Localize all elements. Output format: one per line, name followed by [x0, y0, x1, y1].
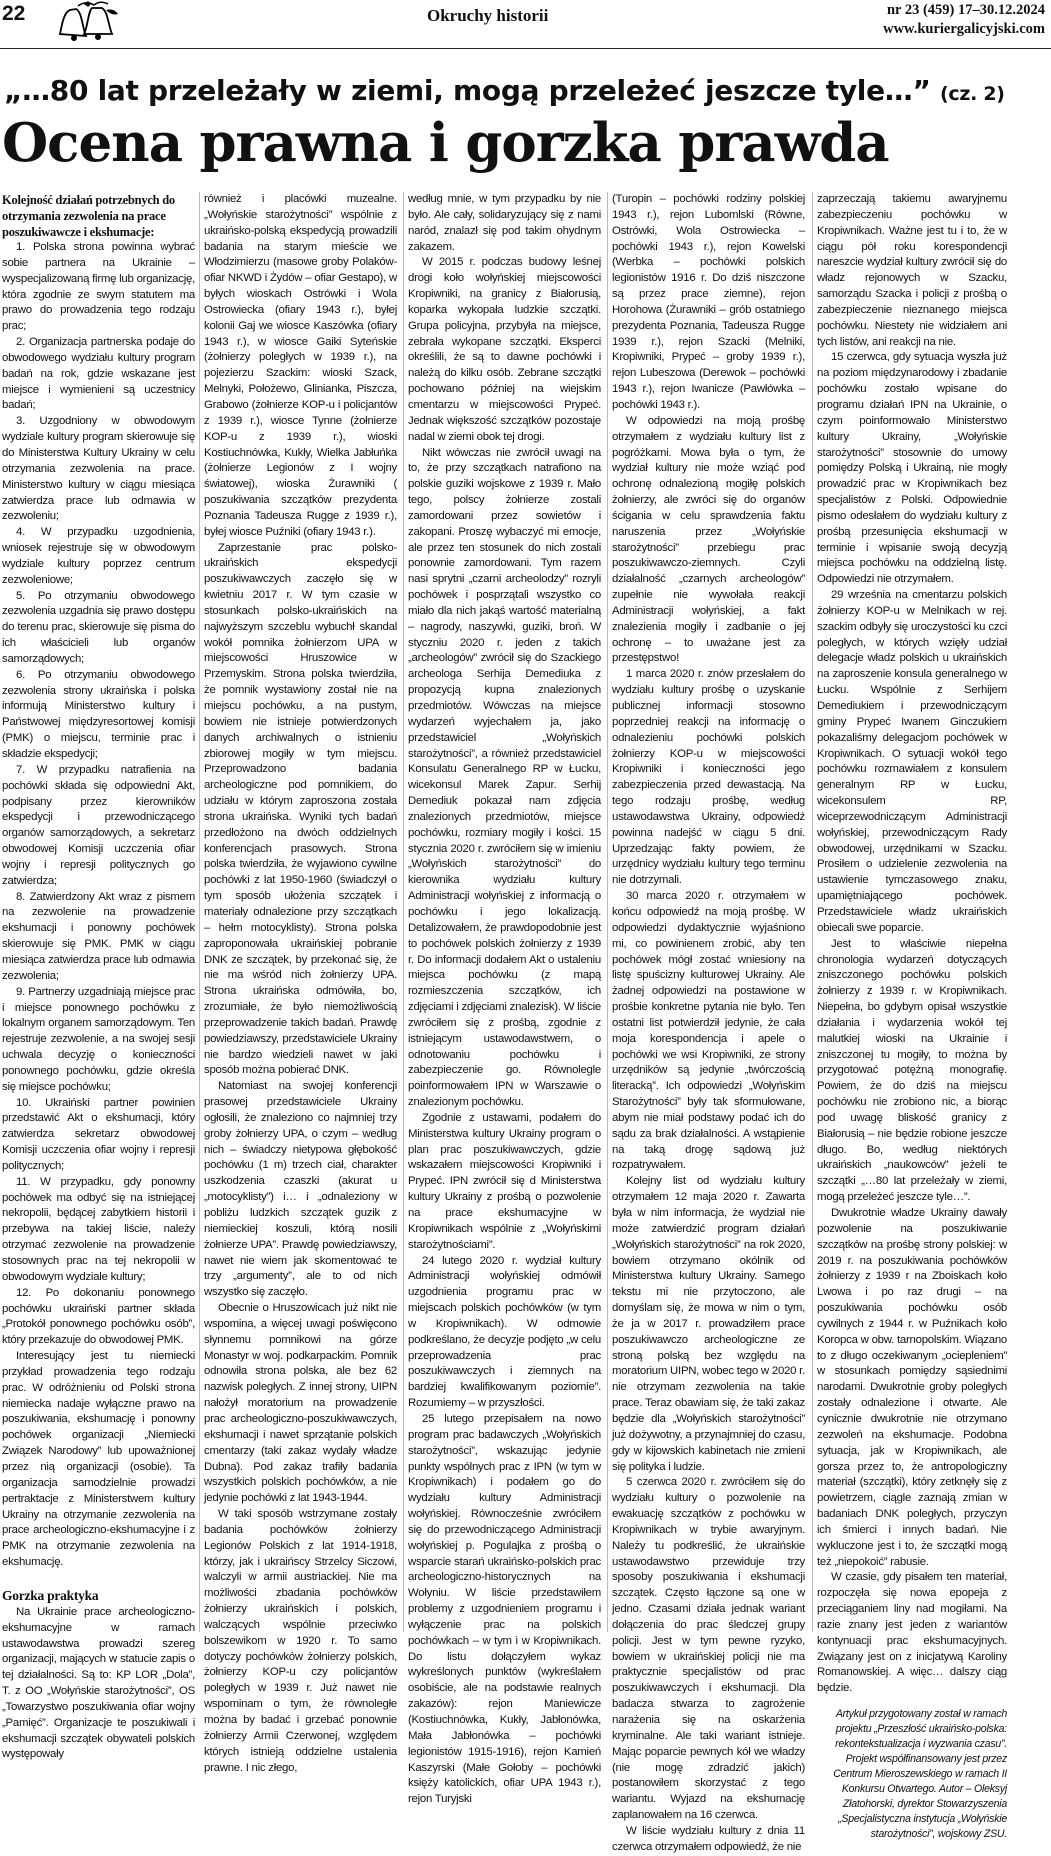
paragraph: W liście wydziału kultury z dnia 11 czerwca otrzymałem odpowiedź, że nie — [612, 1824, 805, 1853]
paragraph: 25 lutego przepisałem na nowo program prac badawczych „Wołyńskich starożytności”, wskazując jedynie punkty wspólnych prac z IPN (w tym w Kropiwnikach) i podałem go do wydziału kultury Administracji wołyńskiej. Równocześnie zwróciłem się do przewodniczącego Administracji wołyńskiej p. Pogulajka z prośbą o wsparcie starań ukraińsko-polskich prac archeologiczno-historycznych na Wołyniu. W liście przedstawiłem problemy z uzgodnieniem programu i wyłączenie prac na polskich pochówkach – w tym i w Kropiwnikach. Do listu dołączyłem wykaz wykreślonych punktów (wykreślałem osobiście, ale na podstawie realnych zakazów): rejon Maniewicze (Kostiuchnówka, Kukły, Jabłonówka, Mała Jabłonówka – pochówki legionistów 1915-1916), rejon Kamień Kaszyrski (Małe Gołoby – pochówki księży katolickich, ofiar UPA 1943 r.), rejon Turyjski — [408, 1412, 601, 1806]
paragraph: Interesujący jest tu niemiecki przykład prowadzenia tego rodzaju prac. W odróżnieniu od Polski strona niemiecka nadaje wyłączne prawo na poszukiwania, ekshumację i ponowny pochówek organizacji „Niemiecki Związek Narodowy” lub upoważnionej przez nią organizacji (osobie). Ta organizacja samodzielnie prowadzi pertraktacje z Ministerstwem kultury Ukrainy na otrzymanie zezwolenia na prace archeologiczno-ekshumacyjne i z PMK na otrzymanie zezwolenia na ekshumację. — [2, 1350, 195, 1569]
paragraph: Dwukrotnie władze Ukrainy dawały pozwolenie na poszukiwanie szczątków na prośbę strony polskiej: w 2019 r. na poszukiwania pochówków żołnierzy z 1939 r na Zboiskach koło Lwowa i po raz drugi – na poszukiwania pochówku osób cywilnych z 1944 r. w Puźnikach koło Koropca w obw. tarnopolskim. Wiązano to z długo oczekiwanym „ociepleniem” w stosunkach pomiędzy sąsiednimi narodami. Dwukrotnie groby poległych zostały odnalezione i otwarte. Ale cynicznie dwukrotnie nie otrzymano zezwoleń na ekshumacje. Podobna sytuacja, jak w Kropiwnikach, ale gorsza przez to, że antropologiczny materiał (szczątki), który zetknęły się z powietrzem, ciągle zaznają zmian w badaniach DNK poległych, przyczyn ich śmierci i innych badań. Nie wykluczone jest i to, że szczątki mogą też „niepokoić” rabusie. — [817, 1207, 1007, 1568]
paragraph: W 2015 r. podczas budowy leśnej drogi koło wołyńskiej miejscowości Kropiwniki, na granicy z Białorusią, koparka wykopała ludzkie szczątki. Grupa policyjna, przybyła na miejsce, zebrała wykopane szczątki. Eksperci określili, że są to dawne pochówki i należą do kilku osób. Zebrane szczątki pochowano później na wiejskim cmentarzu w miejscowości Prypeć. Jednak większość szczątków pozostaje nadal w ziemi obok tej drogi. — [408, 256, 601, 443]
paragraph: 24 lutego 2020 r. wydział kultury Administracji wołyńskiej odmówił uzgodnienia programu prac w miejscach polskich pochówków (w tym w Kropiwnikach). W odmowie podkreślano, że decyzje podjęto „w celu przeprowadzenia prac poszukiwawczych i ziemnych na bardziej kwalifikowanym poziomie”. Rozumiemy – w przyszłości. — [408, 1254, 601, 1410]
christmas-bells-icon — [56, 0, 126, 49]
paragraph: W taki sposób wstrzymane zostały badania pochówków żołnierzy Legionów Polskich z lat 1914-1918, którzy, jak i ukraińscy Strzelcy Siczowi, walczyli w armii austriackiej. Nie ma możliwości zbadania pochówków żołnierzy ukraińskich i polskich, walczących wspólnie przeciwko bolszewikom w 1920 r. To samo dotyczy pochówków żołnierzy polskich, żołnierzy KOP-u czy policjantów poległych w 1939 r. Już nawet nie wspominam o tym, że równoległe można by badać i grzebać ponownie żołnierzy Armii Czerwonej, względem których istnieją oddzielne ustalenia prawne. I nic złego, — [204, 1508, 397, 1774]
paragraph: Obecnie o Hruszowicach już nikt nie wspomina, a więcej uwagi poświęcono słynnemu pomnikowi na górze Monastyr w woj. podkarpackim. Pomnik odnowiła strona polska, ale bez 62 nazwisk poległych. Z innej strony, UIPN nałożył moratorium na prowadzenie prac archeologiczno-poszukiwawczych, ekshumacji i nawet sprzątanie polskich cmentarzy (taki zakaz wydały władze Dubna). Pod zakaz trafiły badania wszystkich polskich pochówków, a nie jedynie pochówki z lat 1943-1944. — [204, 1302, 397, 1505]
paragraph: 2. Organizacja partnerska podaje do obwodowego wydziału kultury program badań na rok, gdzie wskazane jest miejsce i wymienieni są uczestnicy badań; — [2, 336, 195, 412]
paragraph: 29 września na cmentarzu polskich żołnierzy KOP-u w Melnikach w rej. szackim odbyły się uroczystości ku czci poległych, w których wzięły udział delegacje władz polskich u ukraińskich na zaproszenie konsula generalnego w Łucku. Wspólnie z Serhijem Demediukiem i przewodniczącym gminy Prypeć Iwanem Ginczukiem pokazaliśmy delegacjom pochówek w Kropiwnikach. O sytuacji wokół tego pochówku rozmawiałem z konsulem generalnym RP w Łucku, wicekonsulem RP, wiceprzewodniczącym Administracji wołyńskiej, przewodniczącym Rady obwodowej, urzędnikami w Szacku. Prosiłem o udzielenie zezwolenia na ustawienie tymczasowego znaku, upamiętniającego pochówek. Przedstawiciele władz ukraińskich obiecali swe poparcie. — [817, 589, 1007, 934]
article-column-4 — [612, 192, 805, 1853]
subheading: Kolejność działań potrzebnych do otrzymania zezwolenia na prace poszukiwawcze i ekshumacje: — [2, 193, 175, 239]
paragraph: również i placówki muzealne. „Wołyńskie starożytności” wspólnie z ukraińsko-polską ekspedycją prowadzili badania na starym mieście we Włodzimierzu (masowe groby Polaków-ofiar NKWD i Żydów – ofiar Gestapo), w byłych wioskach Ostrówki i Wola Ostrowiecka (ofiary 1943 r.), byłej kolonii Gaj we wiosce Kaszówka (ofiary 1943 r.), w wiosce Gaiki Syteńskie (żołnierzy poległych w 1939 r.), na pojezierzu Szackim: wioski Szack, Melnyki, Położewo, Glinianka, Piszcza, Grabowo (żołnierze KOP-u i policjantów z 1939 r.), wiosce Tynne (żołnierze KOP-u z 1939 r.), wioski Kostiuchnówka, Kukły, Wielka Jabłuńka (żołnierze Legionów z I wojny światowej), wioska Żurawniki ( poszukiwania szczątków prezydenta Poznania Tadeusza Rugge z 1939 r.), byłej wiosce Puźniki (ofiary 1943 r.). — [204, 193, 397, 538]
section-title: Okruchy historii — [427, 6, 549, 25]
paragraph: 4. W przypadku uzgodnienia, wniosek rejestruje się w obwodowym wydziale kultury poprzez centrum zezwoleniowe; — [2, 526, 195, 586]
paragraph: Zaprzestanie prac polsko-ukraińskich ekspedycji poszukiwawczych zaczęło się w kwietniu 2017 r. W tym czasie w stosunkach polsko-ukraińskich na najwyższym szczeblu wybuchł skandal wokół pomnika żołnierzom UPA w miejscowości Hruszowice w Przemyskim. Strona polska twierdziła, że pomnik wystawiony został nie na miejscu pochówku, a na pustym, bowiem nie istnieje potwierdzonych danych archiwalnych o istnieniu zbiorowej mogiły w tym miejscu. Przeprowadzono badania archeologiczne pod pomnikiem, do udziału w którym zaproszona została strona ukraińska. Wyniki tych badań przedłożono na dwóch oddzielnych konferencjach prasowych. Strona polska twierdziła, że wyjawiono cywilne pochówki z lat 1950-1960 (świadczył o tym sposób ułożenia szczątek i materiały odnalezione przy szczątkach – hełm motocyklisty). Strona polska zaproponowała ukraińskiej pobranie DNK ze szczątek, by przekonać się, że nie ma wśród nich żołnierzy UPA. Strona ukraińska odmówiła, bo, zrozumiałe, że było niemożliwością przeprowadzenie takich badań. Prawdę powiedziawszy, przedstawiciele Ukrainy nie bardzo wiedzieli nawet w jaki sposób można pobierać DNK. — [204, 541, 397, 1077]
paragraph: W odpowiedzi na moją prośbę otrzymałem z wydziału kultury list z pogróżkami. Mowa była o tym, że wydział kultury nie może wziąć pod ochronę odnalezioną mogiłę polskich żołnierzy, ale zwróci się do organów ścigania w celu sprawdzenia faktu naruszenia przez „Wołyńskie starożytności” przebiegu prac poszukiwawczo-ziemnych. Czyli działalność „czarnych archeologów” zupełnie nie wywołała reakcji Administracji wołyńskiej, a fakt znalezienia mogiły i zadbanie o jej ochronę – to uważane jest za przestępstwo! — [612, 414, 805, 665]
article-column-1 — [2, 192, 195, 1761]
article-column-2 — [204, 192, 397, 1774]
paragraph: 9. Partnerzy uzgadniają miejsce prac i miejsce ponownego pochówku z lokalnym organem samorządowym. Ten rejestruje zezwolenie, a na swojej sesji uchwala decyzję o konieczności ponownego pochówku, gdzie określa się miejsce pochówku; — [2, 985, 195, 1093]
paragraph: Zgodnie z ustawami, podałem do Ministerstwa kultury Ukrainy program o plan prac poszukiwawczych, gdzie wskazałem miejscowości Kropiwniki i Prypeć. IPN zwrócił się d Ministerstwa kultury Ukrainy z prośbą o pozwolenie na prace ekshumacyjne w Kropiwnikach wspólnie z „Wołyńskimi starożytnościami”. — [408, 1111, 601, 1251]
kicker-part: (cz. 2) — [940, 83, 1005, 105]
paragraph: 5 czerwca 2020 r. zwróciłem się do wydziału kultury o pozwolenie na ewakuację szczątków z pochówku w Kropiwnikach w trybie awaryjnym. Należy tu podkreślić, że ukraińskie ustawodawstwo przewiduje trzy sposoby poszukiwania i ekshumacji szczątek. Często łączone są one w jedno. Czasami działa jednak wariant dołączenia do prac śledczej grupy policji. Jest w tym pewne ryzyko, bowiem w ukraińskiej policji nie ma praktycznie specjalistów od prac poszukiwawczych i ekshumacji. Dla badacza stwarza to zagrożenie narażenia się na oskarżenia kryminalne. Ale taki wariant istnieje. Mając poparcie pewnych kół we władzy (nie mogę zdradzić jakich) postanowiłem skorzystać z tego wariantu. Wyjazd na ekshumację zaplanowałem na 16 czerwca. — [612, 1476, 805, 1822]
paragraph: 5. Po otrzymaniu obwodowego zezwolenia uzgadnia się prawo dostępu do terenu prac, skierowuje się pisma do ich właścicieli lub organów samorządowych; — [2, 589, 195, 665]
paragraph: 10. Ukraiński partner powinien przedstawić Akt o ekshumacji, który zatwierdza sekretarz obwodowej Komisji uczczenia ofiar wojny i represji politycznych; — [2, 1096, 195, 1172]
paragraph: Kolejny list od wydziału kultury otrzymałem 12 maja 2020 r. Zawarta była w nim informacja, że wydział nie może zatwierdzić program działań „Wołyńskich starożytności” na rok 2020, bowiem otrzymano okólnik od Ministerstwa kultury Ukrainy. Samego tekstu mi nie przytoczono, ale domyślam się, że mowa w nim o tym, że ja w 2017 r. prowadziłem prace poszukiwawczo archeologiczne ze stroną polską bez względu na moratorium UIPN, wobec tego w 2020 r. nie otrzymam zezwolenia na takie prace. Teraz obawiam się, że taki zakaz będzie dla „Wołyńskich starożytności” już dożywotny, a przynajmniej do czasu, gdy w kijowskich kabinetach nie zmieni się polityka i ludzie. — [612, 1175, 805, 1473]
column-divider — [403, 192, 404, 1632]
paragraph: 6. Po otrzymaniu obwodowego zezwolenia strony ukraińska i polska informują Ministerstwo kultury i Państwowej międzyresortowej komisji (PMK) o miejscu, terminie prac i składzie ekspedycji; — [2, 668, 195, 760]
issue-info — [883, 1, 1045, 39]
paragraph: 1 marca 2020 r. znów przesłałem do wydziału kultury prośbę o uzyskanie publicznej informacji stosowno poprzedniej reakcji na informację o odnalezieniu pochówki polskich żołnierzy KOP-u w miejscowości Kropiwniki i konieczności jego zabezpieczenia przed dewastacją. Na tego rodzaju prośbę, według ustawodawstwa Ukrainy, odpowiedź powinna nadejść w ciągu 5 dni. Uprzedzając fakty powiem, że urzędnicy wydziału kultury tego terminu nie dotrzymali. — [612, 668, 805, 887]
issue-number: nr 23 (459) 17–30.12.2024 — [886, 2, 1045, 18]
article-credit: Artykuł przygotowany został w ramach projektu „Przeszłość ukraińsko-polska: rekontekstualizacja i wyzwania czasu”. Projekt współfinansowany jest przez Centrum Mieroszewskiego w ramach II Konkursu Otwartego. Autor – Oleksyj Złatohorski, dyrektor Stowarzyszenia „Specjalistyczna instytucja „Wołyńskie starożytności”, wojskowy ZSU. — [833, 1708, 1007, 1841]
paragraph: zaprzeczają takiemu awaryjnemu zabezpieczeniu pochówku w Kropiwnikach. Ważne jest tu i to, że w ciągu pół roku korespondencji nareszcie wydział kultury zwrócił się do władz rejonowych w Szacku, samorządu Szacka i policji z prośbą o zabezpieczenie nieznanego miejsca pochówku. Niestety nie widziałem ani tych listów, ani reakcji na nie. — [817, 193, 1007, 348]
paragraph: Na Ukrainie prace archeologiczno-ekshumacyjne w ramach ustawodawstwa prowadzi szereg organizacji, mających w statucie zapis o tej działalności. Są to: KP LOR „Dola”, T. z OO „Wołyńskie starożytności”, OS „Towarzystwo poszukiwania ofiar wojny „Pamięć”. Organizacje te poszukiwali i ekshumacji szczątek obywateli polskich występowały — [2, 1605, 195, 1761]
website: www.kuriergalicyjski.com — [883, 21, 1045, 37]
paragraph: według mnie, w tym przypadku by nie było. Ale cały, solidaryzujący się z nami naród, znalazł się pod takim ohydnym zakazem. — [408, 193, 601, 253]
paragraph: 3. Uzgodniony w obwodowym wydziale kultury program skierowuje się do Ministerstwa Kultury Ukrainy w celu otrzymania zezwolenia na prace. Ministerstwo kultury w ciągu miesiąca zatwierdza prace lub odmawia w zezwoleniu; — [2, 415, 195, 523]
article-column-5 — [817, 192, 1007, 1841]
paragraph: Nikt wówczas nie zwrócił uwagi na to, że przy szczątkach natrafiono na polskie guziki wojskowe z 1939 r. Mało tego, polscy żołnierze zostali zamordowani przez sowietów i zakopani. Proszę wybaczyć mi emocje, ale przez ten stosunek do nich zostali ponownie zamordowani. Tym razem nasi sprytni „czarni archeolodzy” rozryli pochówek i posprzątali wszystko co miało dla nich jakąś wartość materialną – nagrody, naszywki, guziki, broń. W styczniu 2020 r. jeden z takich „archeologów” zwrócił się do Szackiego archeologa Serhija Demediuka z propozycją kupna znalezionych przedmiotów. Wówczas na miejsce wydarzeń wyjechałem ja, jako przedstawiciel „Wołyńskich starożytności”, a również przedstawiciel Konsulatu Generalnego RP w Łucku, wicekonsul Marek Zapur. Serhij Demediuk pokazał nam zdjęcia znalezionych przedmiotów, miejsce pochówku, rozmiary mogiły i kości. 15 stycznia 2020 r. zwróciłem się w imieniu „Wołyńskich starożytności” do kierownika wydziału kultury Administracji wołyńskiej z informacją o pochówku i jego lokalizacją. Detalizowałem, że prawdopodobnie jest to pochówek polskich żołnierzy z 1939 r. Do informacji dodałem Akt o ustaleniu miejsca pochówku (z mapą rozmieszczenia szczątków, ich zdjęciami i zdjęciami znalezisk). W liście zwróciłem się z prośbą, zgodnie z istniejącym ustawodawstwem, o odnotowaniu pochówku i zabezpieczenie go. Równolegle poinformowałem IPN w Warszawie o znalezionym pochówku. — [408, 446, 601, 1109]
paragraph: 12. Po dokonaniu ponownego pochówku ukraiński partner składa „Protokół ponownego pochówku osób”, który przekazuje do obwodowej PMK. — [2, 1286, 195, 1347]
article-kicker — [4, 74, 1005, 107]
kicker-text: „…80 lat przeleżały w ziemi, mogą przeleżeć jeszcze tyle…” — [4, 74, 931, 107]
paragraph: (Turopin – pochówki rodziny polskiej 1943 r.), rejon Lubomlski (Równe, Ostrówki, Wola Ostrowiecka – pochówki 1943 r.), rejon Kowelski (Werbka – pochówki polskich legionistów 1916 r. Do dziś niszczone są przez prace ziemne), rejon Horohowa (Żurawniki – grób ostatniego prezydenta Poznania, Tadeusza Rugge 1939 r.), rejon Szacki (Melniki, Kropiwniki, Prypeć – groby 1939 r.), rejon Lubeszowa (Derewok – pochówki 1943 r.), rejon Iwanicze (Pawłówka – pochówki 1943 r.). — [612, 193, 805, 411]
article-column-3 — [408, 192, 601, 1806]
paragraph: 8. Zatwierdzony Akt wraz z pismem na zezwolenie na prowadzenie ekshumacji i ponowny pochówek skierowuje się PMK. PMK w ciągu miesiąca zatwierdza prace lub odmawia zezwolenia; — [2, 890, 195, 982]
paragraph: Natomiast na swojej konferencji prasowej przedstawiciele Ukrainy ogłosili, że znaleziono co najmniej trzy groby żołnierzy UPA, o czym – według nich – świadczy nietypowa głębokość pochówku (1 m) trzech ciał, charakter uszkodzenia czaszki (akurat u „motocyklisty”) i… i „odnaleziony w pobliżu ludzkich szczątek guzik z niemieckiej koszuli, którą nosili żołnierze UPA”. Prawdę powiedziawszy, nawet nie wiem jak skomentować te trzy „argumenty”, ale to od nich wszystko się zaczęło. — [204, 1080, 397, 1299]
page-header — [0, 0, 1051, 52]
paragraph: 30 marca 2020 r. otrzymałem w końcu odpowiedź na moją prośbę. W odpowiedzi dydaktycznie wyjaśniono mi, co powinienem zrobić, aby ten pochówek mógł zostać wniesiony na listę spuścizny kulturowej Ukrainy. Ale żadnej odpowiedzi na postawione w prośbie konkretne pytania nie było. Ten ostatni list potwierdził jedynie, że cała moja korespondencja i apele o pochówki we wsi Kropiwniki, ze strony urzędników są jedynie „twórczością literacką”. Ich odpowiedzi „Wołyńskim Starożytności” były tak sformułowane, abym nie miał podstawy podać ich do sądu za brak działalności. A wstąpienie na taką drogę sądową już rozpatrywałem. — [612, 890, 805, 1172]
paragraph: 15 czerwca, gdy sytuacja wyszła już na poziom międzynarodowy i zbadanie pochówku zostało wpisane do programu działań IPN na Ukrainie, o czym poinformowało Ministerstwo kultury Ukrainy, „Wołyńskie starożytności” stosownie do umowy pomiędzy Polską i Ukrainą, nie mogły prowadzić prac w Kropiwnikach bez specjalistów z Polski. Odpowiednie pismo odesłałem do wydziału kultury z prośbą przesunięcia ekshumacji w terminie i wpisanie swoją decyzją miejsca pochówku na oddzielną listę. Odpowiedzi nie otrzymałem. — [817, 351, 1007, 586]
paragraph: 11. W przypadku, gdy ponowny pochówek ma odbyć się na istniejącej nekropolii, będącej zabytkiem historii i przebywa na takiej liście, należy otrzymać zezwolenie na prowadzenie stosownych prac na tej nekropolii w obwodowym wydziale kultury; — [2, 1175, 195, 1283]
article-headline: Ocena prawna i gorzka prawda — [2, 112, 889, 174]
column-divider — [607, 192, 608, 1632]
page-number: 22 — [2, 2, 26, 25]
paragraph: 7. W przypadku natrafienia na pochówki składa się odpowiedni Akt, podpisany przez kierowników ekspedycji i przewodniczącego organów samorządowych, a sekretarz obwodowej Komisji uczczenia ofiar wojny i represji politycznych go zatwierdza; — [2, 763, 195, 887]
paragraph: Jest to właściwie niepełna chronologia wydarzeń dotyczących zniszczonego pochówku polskich żołnierzy z 1939 r. w Kropiwnikach. Niepełna, bo gdybym opisał wszystkie działania i wydarzenia wokół tej malutkiej wioski na Ukrainie i zniszczonej tu mogiły, to można by przygotować potężną monografię. Powiem, że do dziś na miejscu pochówku nie zrobiono nic, a biorąc pod uwagę bliskość granicy z Białorusią – nie będzie robione jeszcze długo. Bo, według niektórych ukraińskich „naukowców” jeżeli te szczątki „…80 lat przeleżały w ziemi, mogą przeleżeć jeszcze tyle…”. — [817, 937, 1007, 1204]
paragraph: 1. Polska strona powinna wybrać sobie partnera na Ukrainie – wyspecjalizowaną firmę lub organizację, która zgodnie ze swym statutem ma prawo do prowadzenia tego rodzaju prac; — [2, 241, 195, 333]
column-divider — [812, 192, 813, 1632]
subheading: Gorzka praktyka — [2, 1587, 99, 1603]
column-divider — [199, 192, 200, 1632]
header-rule — [0, 48, 1051, 49]
paragraph: W czasie, gdy pisałem ten materiał, rozpoczęła się nowa epopeja z przeciąganiem liny nad mogiłami. Na razie znany jest jeden z wariantów kontynuacji prac ekshumacyjnych. Związany jest on z inicjatywą Karoliny Romanowskiej. A więc… dalszy ciąg będzie. — [817, 1571, 1007, 1695]
